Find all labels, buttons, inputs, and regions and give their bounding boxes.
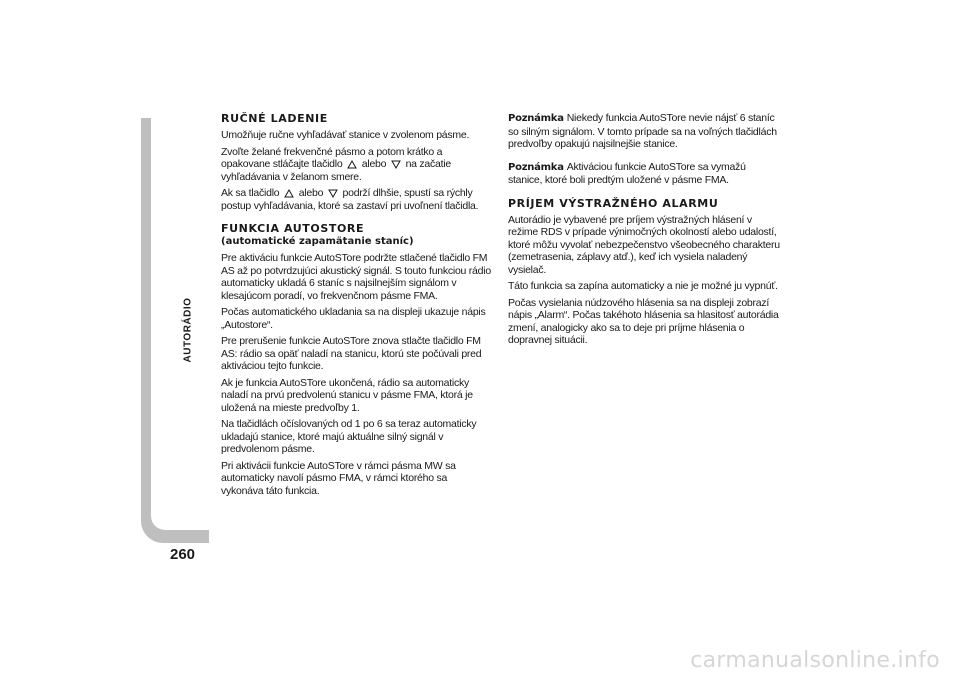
alarm-p3: Počas vysielania núdzového hlásenia sa na displeji zobrazí nápis „Alarm“. Počas takéhoto hlásenia sa hlasitosť autorádia zmení, analogicky ako sa to deje pri príjme hlásenia o dopravnej situácii. xyxy=(508,296,779,346)
alarm-p2: Táto funkcia sa zapína automaticky a nie je možné ju vypnúť. xyxy=(508,280,778,292)
manual-p3-b: alebo xyxy=(298,187,324,199)
note-2 xyxy=(508,161,780,187)
autostore-p4: Ak je funkcia AutoSTore ukončená, rádio sa automaticky naladí na prvú predvolenú stanicu v pásme FMA, ktorá je uložená na mieste predvoľby 1. xyxy=(221,376,473,414)
left-column xyxy=(221,112,491,501)
manual-tuning-p2 xyxy=(221,146,491,184)
alarm-heading: PRÍJEM VÝSTRAŽNÉHO ALARMU xyxy=(508,196,719,210)
triangle-down-icon xyxy=(391,160,401,169)
autostore-p1: Pre aktiváciu funkcie AutoSTore podržte stlačené tlačidlo FM AS až po potvrdzujúci akustický signál. S touto funkciou rádio automaticky ukladá 6 staníc s najsilnejším signálom v klesajúcom poradí, vo frekvenčnom pásme FMA. xyxy=(221,252,491,302)
triangle-up-icon xyxy=(347,160,357,169)
autostore-subheading: (automatické zapamätanie staníc) xyxy=(221,236,414,247)
manual-tuning-heading: RUČNÉ LADENIE xyxy=(221,112,328,125)
note-2-label: Poznámka xyxy=(508,161,564,173)
manual-p2-b: alebo xyxy=(361,158,387,170)
autostore-p6: Pri aktivácii funkcie AutoSTore v rámci pásma MW sa automaticky navolí pásmo FMA, v rámci ktorého sa vykonáva táto funkcia. xyxy=(221,459,456,497)
right-column xyxy=(508,112,780,351)
note-2-text: Aktiváciou funkcie AutoSTore sa vymažú stanice, ktoré boli predtým uložené v pásme FMA. xyxy=(508,160,746,186)
manual-tuning-p1: Umožňuje ručne vyhľadávať stanice v zvolenom pásme. xyxy=(221,129,470,141)
manual-p2-a: Zvoľte želané frekvenčné pásmo a potom krátko a opakovane stláčajte tlačidlo xyxy=(221,145,443,170)
manual-p2-c: na začatie vyhľadávania v želanom smere. xyxy=(221,158,451,183)
autostore-p5: Na tlačidlách očíslovaných od 1 po 6 sa teraz automaticky ukladajú stanice, ktoré majú aktuálne silný signál v predvolenom pásme. xyxy=(221,418,477,455)
manual-p3-a: Ak sa tlačidlo xyxy=(221,187,280,199)
triangle-up-icon xyxy=(284,189,294,198)
watermark: carmanualsonline.info xyxy=(690,648,940,673)
note-1-text: Niekedy funkcia AutoSTore nevie nájsť 6 staníc so silným signálom. V tomto prípade sa na voľných tlačidlách predvoľby opakujú najsilnejšie stanice. xyxy=(508,112,777,150)
triangle-down-icon xyxy=(328,189,338,198)
page-number: 260 xyxy=(170,546,196,563)
autostore-heading: FUNKCIA AUTOSTORE xyxy=(221,222,365,235)
side-tab-inner xyxy=(151,118,209,530)
alarm-p1: Autorádio je vybavené pre príjem výstražných hlásení v režime RDS v prípade výnimočných okolností alebo udalostí, ktoré môžu vyvolať nebezpečenstvo všeobecného charakteru (zemetrasenia, záplavy atď.), keď ich vysiela naladený vysielač. xyxy=(508,213,780,276)
autostore-p2: Počas automatického ukladania sa na displeji ukazuje nápis „Autostore“. xyxy=(221,306,486,331)
section-label: AUTORÁDIO xyxy=(182,297,194,363)
manual-p3-c: podrží dlhšie, spustí sa rýchly postup vyhľadávania, ktoré sa zastaví pri uvoľnení tlačidla. xyxy=(221,187,479,212)
note-1 xyxy=(508,112,780,151)
manual-tuning-p3 xyxy=(221,187,491,212)
note-1-label: Poznámka xyxy=(508,113,564,124)
autostore-p3: Pre prerušenie funkcie AutoSTore znova stlačte tlačidlo FM AS: rádio sa opäť naladí na stanicu, ktorú ste počúvali pred aktiváciou tejto funkcie. xyxy=(221,335,482,372)
